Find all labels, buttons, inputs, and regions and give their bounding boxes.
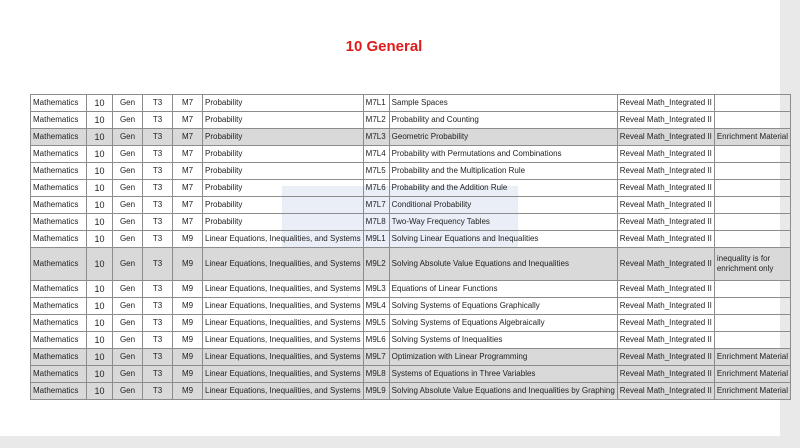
lesson-code-cell: M9L6 xyxy=(363,332,389,349)
stream-cell: Gen xyxy=(113,349,143,366)
grade-cell: 10 xyxy=(87,129,113,146)
lesson-code-cell: M9L2 xyxy=(363,248,389,281)
resource-cell: Reveal Math_Integrated II xyxy=(617,298,714,315)
module-cell: M9 xyxy=(173,366,203,383)
grade-cell: 10 xyxy=(87,197,113,214)
term-cell: T3 xyxy=(143,180,173,197)
subject-cell: Mathematics xyxy=(31,146,87,163)
topic-cell: Linear Equations, Inequalities, and Systems xyxy=(203,248,364,281)
resource-cell: Reveal Math_Integrated II xyxy=(617,112,714,129)
topic-cell: Probability xyxy=(203,129,364,146)
page-title: 10 General xyxy=(345,38,423,55)
grade-cell: 10 xyxy=(87,332,113,349)
term-cell: T3 xyxy=(143,248,173,281)
grade-cell: 10 xyxy=(87,231,113,248)
subject-cell: Mathematics xyxy=(31,332,87,349)
lesson-title-cell: Solving Systems of Equations Graphically xyxy=(389,298,617,315)
topic-cell: Linear Equations, Inequalities, and Systems xyxy=(203,383,364,400)
resource-cell: Reveal Math_Integrated II xyxy=(617,146,714,163)
note-cell xyxy=(714,231,790,248)
module-cell: M9 xyxy=(173,281,203,298)
stream-cell: Gen xyxy=(113,214,143,231)
stream-cell: Gen xyxy=(113,315,143,332)
module-cell: M9 xyxy=(173,231,203,248)
term-cell: T3 xyxy=(143,281,173,298)
grade-cell: 10 xyxy=(87,315,113,332)
resource-cell: Reveal Math_Integrated II xyxy=(617,231,714,248)
grade-cell: 10 xyxy=(87,180,113,197)
lesson-code-cell: M7L5 xyxy=(363,163,389,180)
grade-cell: 10 xyxy=(87,366,113,383)
stream-cell: Gen xyxy=(113,366,143,383)
lesson-code-cell: M7L3 xyxy=(363,129,389,146)
grade-cell: 10 xyxy=(87,349,113,366)
term-cell: T3 xyxy=(143,332,173,349)
resource-cell: Reveal Math_Integrated II xyxy=(617,248,714,281)
subject-cell: Mathematics xyxy=(31,248,87,281)
note-cell: Enrichment Material xyxy=(714,129,790,146)
lesson-title-cell: Solving Absolute Value Equations and Inequalities by Graphing xyxy=(389,383,617,400)
module-cell: M9 xyxy=(173,248,203,281)
lesson-code-cell: M9L3 xyxy=(363,281,389,298)
subject-cell: Mathematics xyxy=(31,214,87,231)
term-cell: T3 xyxy=(143,214,173,231)
table-row xyxy=(31,366,791,383)
lesson-code-cell: M7L6 xyxy=(363,180,389,197)
topic-cell: Probability xyxy=(203,95,364,112)
lesson-code-cell: M9L9 xyxy=(363,383,389,400)
table-row xyxy=(31,95,791,112)
lesson-code-cell: M7L2 xyxy=(363,112,389,129)
lesson-title-cell: Probability and the Addition Rule xyxy=(389,180,617,197)
lesson-title-cell: Geometric Probability xyxy=(389,129,617,146)
grade-cell: 10 xyxy=(87,146,113,163)
lesson-code-cell: M7L4 xyxy=(363,146,389,163)
module-cell: M7 xyxy=(173,129,203,146)
grade-cell: 10 xyxy=(87,298,113,315)
term-cell: T3 xyxy=(143,95,173,112)
lesson-title-cell: Solving Systems of Equations Algebraically xyxy=(389,315,617,332)
stream-cell: Gen xyxy=(113,231,143,248)
topic-cell: Linear Equations, Inequalities, and Systems xyxy=(203,332,364,349)
module-cell: M7 xyxy=(173,214,203,231)
table-row xyxy=(31,180,791,197)
resource-cell: Reveal Math_Integrated II xyxy=(617,332,714,349)
note-cell xyxy=(714,298,790,315)
note-cell xyxy=(714,332,790,349)
note-cell: Enrichment Material xyxy=(714,366,790,383)
term-cell: T3 xyxy=(143,231,173,248)
topic-cell: Linear Equations, Inequalities, and Systems xyxy=(203,298,364,315)
topic-cell: Linear Equations, Inequalities, and Systems xyxy=(203,315,364,332)
lesson-title-cell: Solving Systems of Inequalities xyxy=(389,332,617,349)
table-row xyxy=(31,315,791,332)
resource-cell: Reveal Math_Integrated II xyxy=(617,163,714,180)
topic-cell: Probability xyxy=(203,180,364,197)
grade-cell: 10 xyxy=(87,112,113,129)
table-row xyxy=(31,349,791,366)
lesson-code-cell: M9L1 xyxy=(363,231,389,248)
note-cell: Enrichment Material xyxy=(714,383,790,400)
note-cell: Enrichment Material xyxy=(714,349,790,366)
topic-cell: Probability xyxy=(203,214,364,231)
term-cell: T3 xyxy=(143,197,173,214)
note-cell xyxy=(714,315,790,332)
module-cell: M7 xyxy=(173,180,203,197)
lesson-code-cell: M7L7 xyxy=(363,197,389,214)
table-row xyxy=(31,332,791,349)
grade-cell: 10 xyxy=(87,95,113,112)
resource-cell: Reveal Math_Integrated II xyxy=(617,214,714,231)
subject-cell: Mathematics xyxy=(31,180,87,197)
subject-cell: Mathematics xyxy=(31,231,87,248)
table-row xyxy=(31,112,791,129)
note-cell xyxy=(714,180,790,197)
subject-cell: Mathematics xyxy=(31,281,87,298)
lesson-title-cell: Solving Absolute Value Equations and Inequalities xyxy=(389,248,617,281)
module-cell: M9 xyxy=(173,315,203,332)
topic-cell: Probability xyxy=(203,197,364,214)
table-row xyxy=(31,248,791,281)
lesson-code-cell: M7L1 xyxy=(363,95,389,112)
stream-cell: Gen xyxy=(113,248,143,281)
module-cell: M9 xyxy=(173,332,203,349)
term-cell: T3 xyxy=(143,366,173,383)
resource-cell: Reveal Math_Integrated II xyxy=(617,383,714,400)
term-cell: T3 xyxy=(143,298,173,315)
note-cell xyxy=(714,281,790,298)
note-cell xyxy=(714,146,790,163)
module-cell: M9 xyxy=(173,383,203,400)
note-cell xyxy=(714,197,790,214)
term-cell: T3 xyxy=(143,163,173,180)
resource-cell: Reveal Math_Integrated II xyxy=(617,366,714,383)
table-row xyxy=(31,383,791,400)
table-row xyxy=(31,197,791,214)
resource-cell: Reveal Math_Integrated II xyxy=(617,281,714,298)
note-cell xyxy=(714,112,790,129)
subject-cell: Mathematics xyxy=(31,383,87,400)
subject-cell: Mathematics xyxy=(31,349,87,366)
lesson-title-cell: Conditional Probability xyxy=(389,197,617,214)
note-cell: inequality is for enrichment only xyxy=(714,248,790,281)
subject-cell: Mathematics xyxy=(31,163,87,180)
lesson-code-cell: M9L7 xyxy=(363,349,389,366)
grade-cell: 10 xyxy=(87,383,113,400)
subject-cell: Mathematics xyxy=(31,298,87,315)
term-cell: T3 xyxy=(143,349,173,366)
topic-cell: Linear Equations, Inequalities, and Systems xyxy=(203,231,364,248)
note-cell xyxy=(714,214,790,231)
subject-cell: Mathematics xyxy=(31,129,87,146)
subject-cell: Mathematics xyxy=(31,112,87,129)
stream-cell: Gen xyxy=(113,383,143,400)
module-cell: M7 xyxy=(173,112,203,129)
term-cell: T3 xyxy=(143,129,173,146)
stream-cell: Gen xyxy=(113,163,143,180)
stream-cell: Gen xyxy=(113,180,143,197)
stream-cell: Gen xyxy=(113,146,143,163)
resource-cell: Reveal Math_Integrated II xyxy=(617,180,714,197)
note-cell xyxy=(714,95,790,112)
topic-cell: Probability xyxy=(203,146,364,163)
topic-cell: Linear Equations, Inequalities, and Systems xyxy=(203,349,364,366)
lesson-code-cell: M9L4 xyxy=(363,298,389,315)
lesson-title-cell: Probability with Permutations and Combinations xyxy=(389,146,617,163)
stream-cell: Gen xyxy=(113,197,143,214)
table-row xyxy=(31,146,791,163)
grade-cell: 10 xyxy=(87,248,113,281)
resource-cell: Reveal Math_Integrated II xyxy=(617,197,714,214)
subject-cell: Mathematics xyxy=(31,95,87,112)
term-cell: T3 xyxy=(143,112,173,129)
topic-cell: Probability xyxy=(203,112,364,129)
lesson-title-cell: Solving Linear Equations and Inequalities xyxy=(389,231,617,248)
lesson-title-cell: Systems of Equations in Three Variables xyxy=(389,366,617,383)
stream-cell: Gen xyxy=(113,129,143,146)
module-cell: M7 xyxy=(173,163,203,180)
lesson-title-cell: Probability and Counting xyxy=(389,112,617,129)
subject-cell: Mathematics xyxy=(31,315,87,332)
term-cell: T3 xyxy=(143,146,173,163)
stream-cell: Gen xyxy=(113,112,143,129)
lesson-title-cell: Sample Spaces xyxy=(389,95,617,112)
module-cell: M7 xyxy=(173,197,203,214)
module-cell: M9 xyxy=(173,349,203,366)
page-edge-bottom xyxy=(0,436,800,448)
lesson-code-cell: M9L8 xyxy=(363,366,389,383)
curriculum-table xyxy=(30,94,791,400)
grade-cell: 10 xyxy=(87,281,113,298)
topic-cell: Probability xyxy=(203,163,364,180)
term-cell: T3 xyxy=(143,315,173,332)
table-row xyxy=(31,163,791,180)
stream-cell: Gen xyxy=(113,298,143,315)
lesson-title-cell: Two-Way Frequency Tables xyxy=(389,214,617,231)
table-row xyxy=(31,214,791,231)
module-cell: M7 xyxy=(173,95,203,112)
table-row xyxy=(31,129,791,146)
lesson-title-cell: Probability and the Multiplication Rule xyxy=(389,163,617,180)
table-row xyxy=(31,231,791,248)
table-body xyxy=(31,95,791,400)
grade-cell: 10 xyxy=(87,163,113,180)
resource-cell: Reveal Math_Integrated II xyxy=(617,315,714,332)
subject-cell: Mathematics xyxy=(31,197,87,214)
table-row xyxy=(31,281,791,298)
resource-cell: Reveal Math_Integrated II xyxy=(617,349,714,366)
topic-cell: Linear Equations, Inequalities, and Systems xyxy=(203,366,364,383)
lesson-code-cell: M7L8 xyxy=(363,214,389,231)
resource-cell: Reveal Math_Integrated II xyxy=(617,95,714,112)
module-cell: M7 xyxy=(173,146,203,163)
lesson-code-cell: M9L5 xyxy=(363,315,389,332)
term-cell: T3 xyxy=(143,383,173,400)
stream-cell: Gen xyxy=(113,332,143,349)
stream-cell: Gen xyxy=(113,281,143,298)
module-cell: M9 xyxy=(173,298,203,315)
note-cell xyxy=(714,163,790,180)
stream-cell: Gen xyxy=(113,95,143,112)
grade-cell: 10 xyxy=(87,214,113,231)
subject-cell: Mathematics xyxy=(31,366,87,383)
lesson-title-cell: Equations of Linear Functions xyxy=(389,281,617,298)
resource-cell: Reveal Math_Integrated II xyxy=(617,129,714,146)
topic-cell: Linear Equations, Inequalities, and Systems xyxy=(203,281,364,298)
table-row xyxy=(31,298,791,315)
lesson-title-cell: Optimization with Linear Programming xyxy=(389,349,617,366)
